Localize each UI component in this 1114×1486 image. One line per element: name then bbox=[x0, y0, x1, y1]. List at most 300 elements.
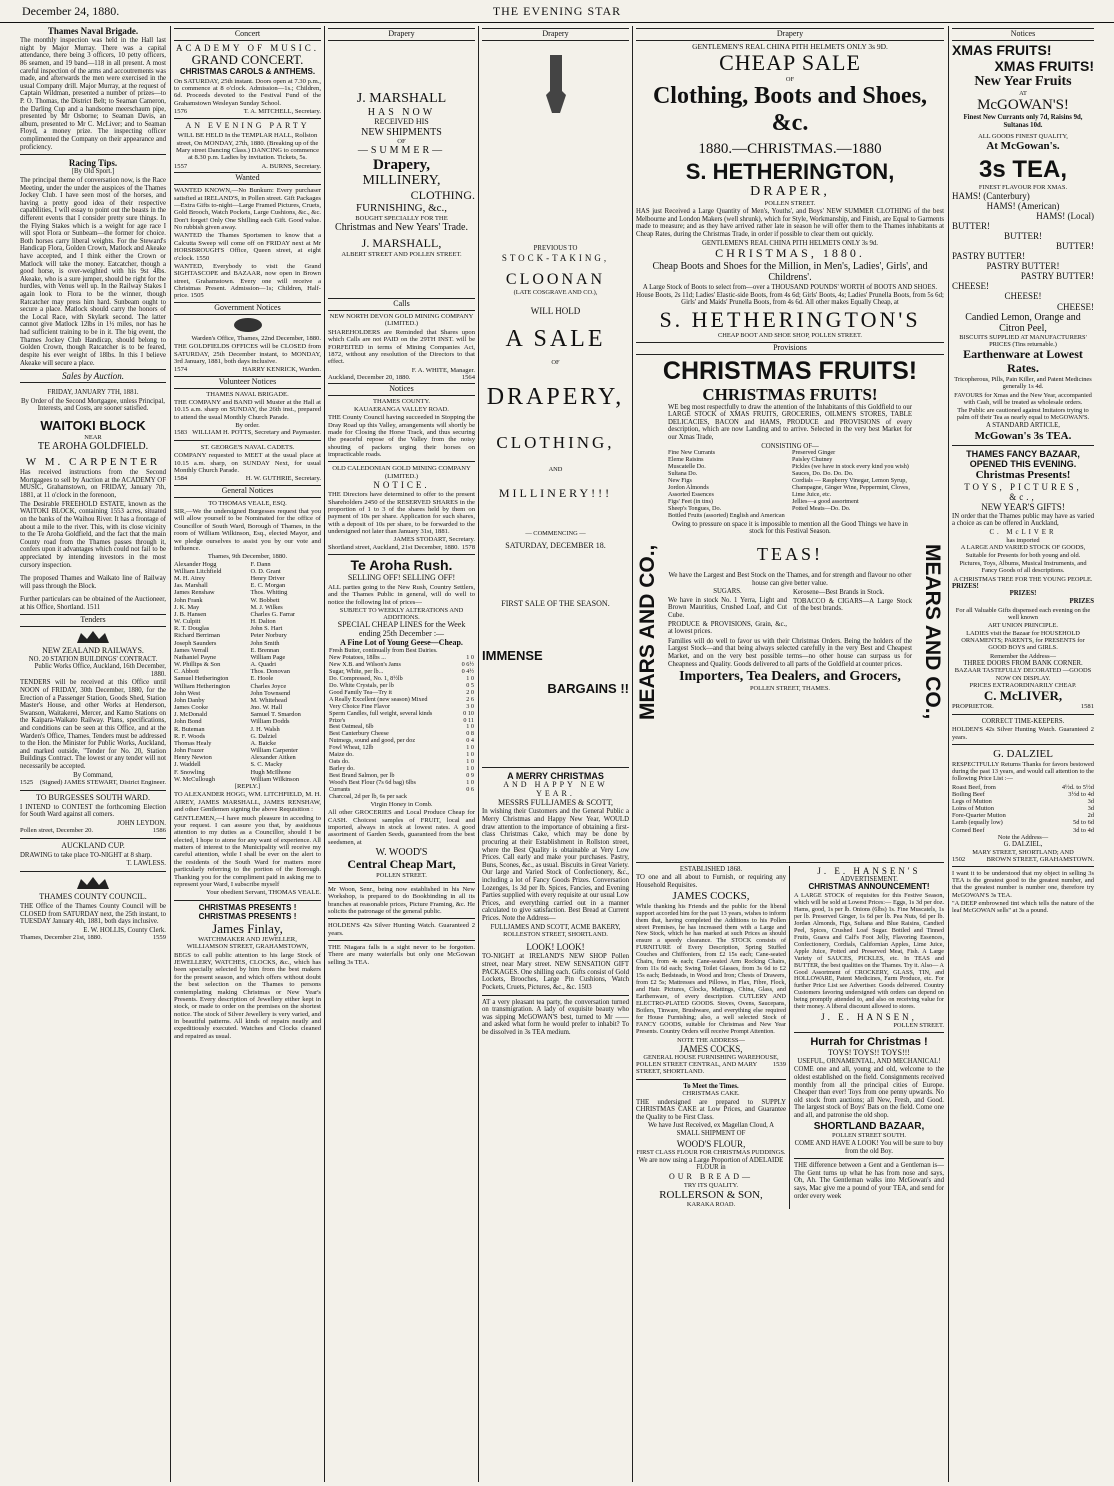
further-particulars: Further particulars can be obtained of the Auctioneer, at his Office, Shortland. 1511 bbox=[20, 596, 166, 612]
wanted-heading: Wanted bbox=[174, 172, 321, 185]
summer-label: —SUMMER— bbox=[357, 145, 446, 157]
reply-body: GENTLEMEN,—I have much pleasure in acceding to your request. I can assure you that, by assiduous attention to my duties as a Councillor, should I be elected, I hope to atone for any want of experience. All matters of interest to the Municipality will receive my careful attention, while I shall be ever on the alert to the residents of the South Ward for matters more particularly referring to the portion of the Borough. Thanking you for the compliment paid in asking me to represent your Ward, I subscribe myself bbox=[174, 814, 321, 888]
rush-body: ALL parties going to the New Rush, Country Settlers, and the Thames Public in general, will do well to notice the following list of prices— bbox=[328, 583, 475, 606]
has-now: HAS NOW bbox=[367, 106, 436, 118]
wanted-notice-1: WANTED KNOWN,—No Bunkum: Every purchaser satisfied at IRELAND'S, in Pollen street. Gift Packages—Extra Gifts to-night—Large Framed Pictures, Cruets, Gold Brooch, Watch Pockets, Large Cushions, &c., &c. Don't forget! Only One Shilling each Gift. Good value. No rubbish given away. bbox=[174, 187, 321, 232]
caledonian-title: OLD CALEDONIAN GOLD MINING COMPANY (LIMITED.) bbox=[332, 465, 471, 480]
auction-order: By Order of the Second Mortgagee, unless Principal, Interests, and Costs, are sooner satisfied. bbox=[20, 397, 166, 413]
crown-emblem-icon bbox=[73, 629, 113, 645]
drapery-sale: DRAPERY, bbox=[486, 383, 625, 410]
bottom-adverts bbox=[636, 866, 944, 1209]
large-stock: A LARGE AND VARIED STOCK OF GOODS, bbox=[960, 543, 1086, 551]
signatory-name: M. Whitehead bbox=[250, 696, 287, 704]
signatory-name: Henry Driver bbox=[250, 575, 285, 583]
county-council-body: THE Office of the Thames County Council will be CLOSED from SATURDAY next, the 25th instant, to TUESDAY January 4th, 1881, both days inclusive. bbox=[20, 902, 166, 926]
hansen-body: A LARGE STOCK of requisites for this Festive Season, which will be sold at Lowest Prices:— Eggs, 1s 3d per doz. Hams, good, 1s per lb. Onions (6lbs) 1s. Fine Muscatels, 1s per lb. Preserved Ginger, 1s 6d per lb. Pea Nuts, 6d per lb. Jordan Almonds, Figs, Sultana and Blue Raisins, Candied Peel, Spices, Crushed Loaf Sugar. Bottled and Tinned Fruits, Guava and Calf's Foot Jelly, Flavoring Essences, Confectionery, Cordials, Californian Apples, Lime Juice, Apple Juice, Potted and Preserved Meat, Fish. A Large Variety of SAUCES, PICKLES, etc. In TEAS and BUTTER, the best qualities on the Thames. Try it. Also— A Good Assortment of CROCKERY, GLASS, TIN, and HOLLOWARE, Patent Medicines, Farm Produce, etc. For further Price List see Advertiser. Goods delivered. Country Customers favoring undersigned with orders can depend on being promptly attended to, and also on receiving value for their money. A liberal discount allowed to stores. bbox=[794, 892, 944, 1011]
signatory-name: Nathaniel Payne bbox=[174, 653, 217, 661]
finlay-body: BEGS to call public attention to his large Stock of JEWELLERY, WATCHES, CLOCKS, &c., which has been specially selected by him from the best makers for the present season, and which offers without doubt the best selection on the Thames to persons contemplating making Christmas or New Year's Presents. Every description of Jewellery either kept in stock, or made to order on the premises on the shortest notice. The stock of Silver Jewellery is very varied, and in beautiful patterns. All kinds of repairs neatly and expeditiously executed. Watches and Clocks cleaned and repaired as usual. bbox=[174, 951, 321, 1040]
fruit-item: New Figs bbox=[668, 477, 692, 484]
price-row bbox=[328, 711, 475, 718]
nz-railways-title: NEW ZEALAND RAILWAYS. bbox=[42, 645, 144, 655]
signatory-name: Henry Newton bbox=[174, 754, 212, 762]
stodart-signature: JAMES STODART, Secretary. bbox=[393, 536, 475, 544]
leydon-date: Pollen street, December 20. 1586 bbox=[20, 827, 166, 835]
north-devon-title: NEW NORTH DEVON GOLD MINING COMPANY (LIMITED.) bbox=[329, 313, 474, 328]
come-look: COME AND HAVE A LOOK! You will be sure to buy from the old Boy. bbox=[794, 1139, 944, 1155]
column-rule bbox=[478, 26, 479, 1482]
christmas-announcement: CHRISTMAS ANNOUNCEMENT! bbox=[808, 882, 930, 892]
price-value: 0 9 bbox=[466, 772, 474, 780]
mcgowans-title: McGOWAN'S! bbox=[977, 97, 1069, 114]
cocks-name: JAMES COCKS, bbox=[672, 890, 750, 903]
fruit-lists bbox=[668, 450, 912, 519]
naval-brigade-heading: Thames Naval Brigade. bbox=[47, 26, 139, 36]
millinery-label: MILLINERY, bbox=[362, 173, 441, 189]
fruit-list-right bbox=[792, 450, 912, 519]
mcliver-name: C. McLIVER bbox=[989, 529, 1057, 537]
signatory-name: F. Snowling bbox=[174, 768, 205, 776]
price-value: 3 0 bbox=[466, 702, 474, 710]
boots-body: A Large Stock of Boots to select from—over a THOUSAND POUNDS' WORTH of BOOTS AND SHOES. House Boots, 2s 11d; Ladies' Elastic-side Boots, from 4s 6d; Girls' Boots, 4s; Ladies' Prunella Boots, from 5s 6d; Girls' and Maids' Prunella Boots, from 4s 6d. All other makes Equally Cheap, at bbox=[636, 284, 944, 307]
cocks-intro: TO one and all about to Furnish, or requiring any Household Requisites. bbox=[636, 874, 786, 889]
price-value: 1 0 bbox=[466, 765, 474, 773]
price-item: Best Brand Salmon, per lb bbox=[329, 772, 395, 780]
standard-article: A STANDARD ARTICLE, bbox=[985, 422, 1060, 430]
signatory-name: Jno. W. Hall bbox=[250, 704, 283, 712]
signatory-name: Thos. Whiting bbox=[250, 589, 288, 597]
new-shipments: NEW SHIPMENTS bbox=[361, 126, 442, 138]
hansen-adv: ADVERTISEMENT. bbox=[840, 875, 898, 883]
reply-close: Your obedient Servant, THOMAS VEALE. bbox=[206, 889, 321, 897]
fruit-item: Assorted Essences bbox=[668, 490, 714, 498]
of-label-5: OF bbox=[785, 75, 795, 83]
meat-price-row: Loins of Mutton 3d bbox=[952, 805, 1094, 813]
evening-party-body: WILL BE HELD In the TEMPLAR HALL, Rollston street, On MONDAY, 27th, 1880. (Breaking up of the Mary street Dancing Class.) DANCING to commence at 8.30 p.m. Ladies by invitation. Tickets, 5s. bbox=[175, 132, 319, 162]
meat-price-row: Legs of Mutton 3d bbox=[952, 797, 1094, 805]
column-2 bbox=[174, 26, 321, 1482]
dalziel-name-2: G. DALZIEL, bbox=[1003, 840, 1043, 848]
niagara-notice: THE Niagara falls is a sight never to be forgotten. There are many waterfalls but only one McGowan selling 3s TEA. bbox=[328, 944, 475, 966]
established: ESTABLISHED 1868. bbox=[679, 865, 743, 873]
fruit-item: Bottled Fruits (assorted) English and American bbox=[668, 511, 785, 519]
fruit-item: Sultana Do. bbox=[668, 470, 698, 478]
has-imported: has imported bbox=[1006, 536, 1040, 544]
drapery-heading: Drapery bbox=[328, 28, 475, 41]
cheap-sale-title: CHEAP SALE bbox=[719, 50, 861, 76]
cheese-1: CHEESE! bbox=[952, 281, 989, 292]
gent-notice: THE difference between a Gent and a Gentleman is—The Gent turns up what he has from nose and says, Oh, Ah. The Gentleman walks into McGowan's and says, Mac give me a pound of your TEA, and send for order every week bbox=[794, 1162, 944, 1200]
dalziel-address: MARY STREET, SHORTLAND; AND bbox=[972, 848, 1074, 856]
kauaeranga-body: THE County Council having succeeded in Stopping the Dray Road up this Valley, arrangements will shortly be made for Closing the Horse Track, and thus securing the peaceful repose of the Valley from the noisy shouting of packers urging their horses on impracticable roads. bbox=[328, 414, 475, 459]
signatory-name: Joseph Saunders bbox=[174, 639, 217, 647]
signatory-name: A. Quadri bbox=[250, 661, 277, 669]
cocks-address: POLLEN STREET CENTRAL, AND MARY STREET, SHORTLAND. 1539 bbox=[636, 1060, 786, 1076]
station-contract-title: NO. 20 STATION BUILDINGS' CONTRACT. bbox=[28, 655, 158, 663]
signatory-name: R. Buteman bbox=[174, 725, 205, 733]
signatory-name: J. H. Walsh bbox=[250, 725, 280, 733]
saturday-date: SATURDAY, DECEMBER 18. bbox=[505, 540, 606, 550]
earthenware: Earthenware at Lowest Rates. bbox=[963, 347, 1083, 375]
look-look: LOOK! LOOK! bbox=[526, 942, 585, 953]
signatory-name: R. T. Douglas bbox=[174, 625, 210, 633]
finlay-name: James Finlay, bbox=[212, 920, 283, 936]
butter-2: BUTTER! bbox=[1004, 231, 1042, 241]
goldfields-offices-notice: THE GOLDFIELDS OFFICES will be CLOSED from SATURDAY, 25th December instant, to MONDAY, 3rd January, 1881, both days inclusive. bbox=[174, 343, 321, 365]
signatory-name: J. Waddell bbox=[174, 761, 201, 769]
calls-heading: Calls bbox=[328, 298, 475, 311]
helmets-line: GENTLEMEN'S REAL CHINA PITH HELMETS ONLY 3s 9D. bbox=[692, 41, 888, 51]
bargains: BARGAINS !! bbox=[547, 680, 629, 696]
signatory-name: John Frank bbox=[174, 596, 203, 604]
butter-3: BUTTER! bbox=[1056, 241, 1094, 252]
fruit-list-left bbox=[668, 450, 788, 519]
price-item: Wood's Best Flour (7s 6d bag) 6lbs bbox=[329, 778, 416, 786]
cloonan-name: CLOONAN bbox=[505, 270, 606, 288]
hollis-signature: E. W. HOLLIS, County Clerk. bbox=[83, 926, 166, 934]
mcliver-name-2: C. McLIVER, bbox=[983, 687, 1063, 703]
deep-tint-notice: "A DEEP embrowned tint which tells the nature of the leaf McGOWAN sells" at 3s a pound. bbox=[952, 899, 1094, 914]
concert-heading: Concert bbox=[174, 28, 321, 41]
provisions-heading: Provisions bbox=[636, 342, 944, 355]
signatory-name: Charles G. Farrar bbox=[250, 610, 296, 618]
council-date: Thames, December 21st, 1880. 1559 bbox=[20, 934, 166, 942]
volunteer-notices-heading: Volunteer Notices bbox=[174, 376, 321, 389]
signatory-name: G. Dalziel bbox=[250, 732, 277, 740]
order-body: IN order that the Thames public may have as varied a choice as can be offered in Auckland, bbox=[952, 512, 1094, 528]
fruit-item: Sheep's Tongues, Do. bbox=[668, 504, 722, 512]
new-year-fruits: New Year Fruits bbox=[974, 74, 1072, 90]
hansen-title: J. E. HANSEN'S bbox=[817, 865, 921, 876]
price-item: Charcoal, 2d per lb, 6s per sack bbox=[329, 792, 408, 800]
teas-body: We have the Largest and Best Stock on the Thames, and for strength and flavour no other house can give better value. bbox=[668, 572, 912, 587]
signatory-name: E. C. Morgan bbox=[250, 582, 286, 590]
valuable-gifts: For all Valuable Gifts dispensed each evening on the well known bbox=[955, 606, 1091, 621]
price-item: Fresh Butter, continually from Best Dairies. bbox=[329, 647, 438, 655]
price-value: 0 6 bbox=[466, 785, 474, 793]
sugars-block bbox=[668, 588, 912, 637]
public-works-office: Public Works Office, Auckland, 16th December, 1880. bbox=[34, 663, 166, 678]
fancy-bazaar: THAMES FANCY BAZAAR, OPENED THIS EVENING. bbox=[966, 449, 1080, 470]
christmas-cake: CHRISTMAS CAKE. bbox=[682, 1090, 740, 1098]
signatory-name: John Bond bbox=[174, 718, 202, 726]
our-bread: OUR BREAD— bbox=[668, 1172, 753, 1182]
price-item: Sperm Candles, full weight, several kinds bbox=[329, 709, 433, 717]
signatory-name: C. Abbott bbox=[174, 668, 199, 676]
price-item: Maize do. bbox=[329, 751, 354, 759]
price-item: Sugar, White, per lb... bbox=[329, 667, 384, 675]
useful-title: USEFUL, ORNAMENTAL, AND MECHANICAL! bbox=[797, 1057, 941, 1065]
correct-time: CORRECT TIME-KEEPERS. bbox=[981, 717, 1065, 725]
a-sale: A SALE bbox=[505, 325, 606, 352]
signatory-name: F. Dann bbox=[250, 560, 271, 568]
price-item: Currants bbox=[329, 785, 351, 793]
signatory-name: Thos. Donovan bbox=[250, 668, 290, 676]
price-item: Do. White Crystals, per lb bbox=[329, 681, 394, 689]
price-row bbox=[328, 794, 475, 801]
prizes-2: PRIZES! bbox=[1009, 590, 1037, 598]
special-lines: SPECIAL CHEAP LINES for the Week ending 25th December :— bbox=[337, 620, 466, 639]
cocks-body: While thanking his Friends and the public for the liberal support accorded him for the past 13 years, wishes to inform them that, having completed the Additions to his Pollen street Premises, he has increased them with a Large and New Stock, which he has marked at such Prices as should ensure a speedy clearance. The STOCK consists of FURNITURE of Every Description, Spring Stuffed Couches and Chiffoniers, from £2 15s each; Cane-seated Chairs, from 4s each; Cane-seated Arm Rocking Chairs, from 11s 6d each; Swing Toilet Glasses, from 3s 6d to £2 15s each; Bedsteads, in Wood and Iron; Chests of Drawers, from £2 5s; Mattresses and Pillows, in Flax, Fibre, Flock, and Hair. Pictures, Clocks, Mattings, China, Glass, and Earthenware, of every description. CUTLERY AND ELECTRO-PLATED GOODS. Stoves, Ovens, Saucepans, Boilers, Tinware, Brushware, and everything else required for House Furnishing; also, a well selected Stock of FANCY GOODS, suitable for Christmas and New Year Presents. Country Orders will receive Prompt Attention. bbox=[636, 902, 787, 1035]
christmas-fruits-title-2: CHRISTMAS FRUITS! bbox=[702, 384, 878, 404]
column-1 bbox=[20, 26, 166, 1482]
price-value: 2 6 bbox=[466, 695, 474, 703]
price-item: New X.B. and Wilson's Jams bbox=[329, 661, 401, 669]
signatories-list bbox=[174, 561, 321, 783]
clothing-label: CLOTHING. bbox=[410, 187, 475, 202]
meat-price-row: Corned Beef 3d to 4d bbox=[952, 826, 1094, 834]
signatory-name: S. C. Macky bbox=[250, 761, 283, 769]
meat-price-list bbox=[952, 784, 1094, 834]
first-class-flour: FIRST CLASS FLOUR FOR CHRISTMAS PUDDINGS. bbox=[636, 1148, 786, 1156]
price-value: 0 10 bbox=[463, 709, 474, 717]
meat-price-row: Boiling Beef 3½d to 4d bbox=[952, 790, 1094, 798]
price-value: 1 0 bbox=[466, 723, 474, 731]
carpenter-instructions: Has received instructions from the Second Mortgagees to sell by Auction at the ACADEMY OF MUSIC, Grahamstown, on FRIDAY, January 7th, 1881, at 11 o'clock in the forenoon, bbox=[20, 469, 166, 500]
signatory-name: Peter Norbury bbox=[250, 632, 287, 640]
tricopherous: Tricopherous, Pills, Pain Killer, and Patent Medicines generally 1s 4d. bbox=[954, 376, 1092, 391]
adelaide-body: We are now using a Large Proportion of ADELAIDE FLOUR in bbox=[638, 1156, 784, 1172]
previous-to: PREVIOUS TO bbox=[533, 244, 578, 252]
auckland-cup-heading: AUCKLAND CUP. bbox=[61, 840, 125, 850]
waitoki-block-title: WAITOKI BLOCK bbox=[40, 418, 146, 434]
column-rule bbox=[948, 26, 949, 1482]
christmas-tree: A CHRISTMAS TREE FOR THE YOUNG PEOPLE. bbox=[953, 575, 1093, 583]
fruit-item: Muscatelle Do. bbox=[668, 463, 706, 471]
column-6 bbox=[952, 26, 1094, 1482]
woon-notice: Mr Woon, Senr., being now established in his New Workshop, is prepared to do Bookbinding in all its branches at reasonable prices, Picture Framing, &c. He solicits the patronage of the general public. bbox=[328, 885, 475, 915]
candied-peel: Candied Lemon, Orange and Citron Peel, bbox=[965, 311, 1081, 334]
hams-canterbury: HAMS! (Canterbury) bbox=[952, 190, 1030, 201]
reply-address: TO ALEXANDER HOGG, WM. LITCHFIELD, M. H. AIREY, JAMES MARSHALL, JAMES RENSHAW, and other Gentlemen signing the above Requisition : bbox=[174, 791, 321, 814]
cocks-name-2: JAMES COCKS, bbox=[679, 1043, 743, 1054]
price-item: Barley do. bbox=[329, 765, 355, 773]
te-aroha-title: TE AROHA GOLDFIELD. bbox=[37, 440, 149, 452]
price-value: 1 0 bbox=[466, 654, 474, 662]
pastry-butter-3: PASTRY BUTTER! bbox=[1020, 271, 1094, 282]
received-his: RECEIVED HIS bbox=[374, 116, 429, 126]
price-value: 0 4 bbox=[466, 737, 474, 745]
hams-local: HAMS! (Local) bbox=[1036, 210, 1094, 221]
notice-label: NOTICE. bbox=[373, 480, 430, 491]
wanted-notice-3: WANTED, Everybody to visit the Grand SIGHTASCOPE and BAZAAR, now open in Brown street, Grahamstown. Every one will receive a Christmas Present. Admission—1s; Children, Half-price. 1505 bbox=[174, 262, 321, 300]
tea-party-notice: AT a very pleasant tea party, the conversation turned on transmigration. A lady of exquisite beauty who was sipping McGOWAN'S best, turned to Mr —— and asked what form he would prefer to inhabit? To be dissolved in 3s TEA medium. bbox=[482, 998, 629, 1036]
racing-byline: [By Old Sport.] bbox=[71, 168, 115, 176]
of-label: OF bbox=[397, 137, 406, 145]
favours: FAVOURS for Xmas and the New Year, accompanied with Cash, will be treated as wholesale orders. bbox=[954, 391, 1092, 406]
signatory-name: William Carpenter bbox=[250, 747, 298, 755]
irelands-notice: TO-NIGHT at IRELAND'S NEW SHOP Pollen street, near Mary street. NEW SENSATION GIFT PACKAGES. One shilling each. Gifts consist of Gold Lockets, Brooches, Large Pin Cushions, Watch Pockets, Cruets, Pictures, &c., &c. 1503 bbox=[482, 953, 629, 991]
ladies-visit: LADIES visit the Bazaar for HOUSEHOLD ORNAMENTS; PARENTS, for PRESENTS for GOOD BOYS and GIRLS. bbox=[961, 630, 1085, 652]
carpenter-name: W M. CARPENTER bbox=[25, 455, 161, 468]
dalziel-address-2: 1502 BROWN STREET, GRAHAMSTOWN. bbox=[952, 855, 1094, 863]
burgesses-body: I INTEND to CONTEST the forthcoming Election for South Ward against all comers. bbox=[20, 803, 166, 819]
three-doors: THREE DOORS FROM BANK CORNER. bbox=[963, 659, 1083, 667]
marshall-address: ALBERT STREET AND POLLEN STREET. bbox=[341, 250, 462, 258]
geese-title: A Fine Lot of Young Geese—Cheap. bbox=[340, 638, 463, 648]
fruit-item: Jellies—a good assortment bbox=[792, 497, 859, 505]
racing-tips-heading: Racing Tips. bbox=[68, 158, 118, 169]
cloonan-late: (LATE COSGRAVE AND CO.), bbox=[513, 288, 598, 296]
naval-brigade-notice: THE COMPANY and BAND will Muster at the Hall at 10.15 a.m. sharp on SUNDAY, the 26th inst., prepared to attend the usual Monthly Church Parade. bbox=[174, 398, 321, 421]
christmas-trade: Christmas and New Years' Trade. bbox=[335, 222, 468, 234]
white-signature: F. A. WHITE, Manager. bbox=[411, 366, 475, 374]
fulljames-address: FULLJAMES AND SCOTT, ACME BAKERY, bbox=[490, 923, 621, 931]
hansen-name-2: J. E. HANSEN, bbox=[821, 1012, 917, 1023]
meet-times: To Meet the Times. bbox=[683, 1082, 739, 1090]
fruit-item: Jordon Almonds bbox=[668, 483, 709, 491]
price-row bbox=[328, 752, 475, 759]
lawless-signature: T. LAWLESS. bbox=[126, 860, 166, 868]
signatory-name: Jas. Marshall bbox=[174, 582, 208, 590]
selling-off: SELLING OFF! SELLING OFF! bbox=[347, 572, 456, 582]
drapery-heading-4: Drapery bbox=[482, 28, 629, 41]
county-council-heading: THAMES COUNTY COUNCIL. bbox=[39, 891, 147, 901]
signatory-name: E. Brennan bbox=[250, 646, 280, 654]
cocks-warehouse: GENERAL HOUSE FURNISHING WAREHOUSE, bbox=[643, 1053, 779, 1061]
price-item: Nutmegs, sound and good, per doz bbox=[329, 737, 416, 745]
fruit-item: Fine New Currants bbox=[668, 449, 716, 457]
cocks-note: NOTE THE ADDRESS— bbox=[677, 1036, 745, 1044]
pastry-butter-2: PASTRY BUTTER! bbox=[986, 261, 1060, 272]
price-value: 1 0 bbox=[466, 744, 474, 752]
hetherington-name: S. HETHERINGTON, bbox=[685, 158, 895, 184]
meat-price-row: Lamb (equally low) 5d to 6d bbox=[952, 819, 1094, 827]
signatory-name: J. K. May bbox=[174, 603, 200, 611]
veale-date: Thames, 9th December, 1880. bbox=[207, 553, 288, 561]
of-label-4: OF bbox=[551, 358, 560, 366]
mears-vertical-right: MEARS AND CO., bbox=[921, 543, 944, 720]
remember-address: Remember the Address— bbox=[989, 652, 1057, 660]
issue-date: December 24, 1880. bbox=[22, 4, 120, 18]
finlay-trade: WATCHMAKER AND JEWELLER, bbox=[198, 936, 297, 944]
fruit-item: Preserved Ginger bbox=[792, 449, 836, 457]
thames-county: THAMES COUNTY. bbox=[372, 398, 431, 406]
cheese-3: CHEESE! bbox=[1057, 301, 1094, 312]
holden-notice: HOLDEN'S 42s Silver Hunting Watch. Guaranteed 2 years. bbox=[328, 922, 475, 937]
dalziel-name: G. DALZIEL bbox=[993, 747, 1053, 760]
sugars-body: We have in stock No. 1 Yerra, Light and Brown Mauritius, Crushed Loaf, and Cut Cube. bbox=[668, 596, 787, 620]
central-cheap-mart: Central Cheap Mart, bbox=[347, 857, 456, 872]
price-value: 1 0 bbox=[466, 674, 474, 682]
fruit-item: Figs' Feet (in tins) bbox=[668, 497, 713, 505]
marshall-name: J. MARSHALL bbox=[356, 90, 447, 106]
furnishing-label: FURNISHING, &c., bbox=[355, 202, 448, 215]
price-item: Oats do. bbox=[329, 758, 350, 766]
price-item: A Really Excellent (new season) Mixed bbox=[329, 695, 428, 703]
auction-date: FRIDAY, JANUARY 7TH, 1881. bbox=[47, 389, 139, 397]
marshall-name-2: J. MARSHALL, bbox=[361, 236, 442, 251]
burgesses-heading: TO BURGESSES SOUTH WARD. bbox=[36, 792, 150, 802]
signatory-name: Alexander Aitken bbox=[250, 754, 296, 762]
signatory-name: John Townsend bbox=[250, 689, 291, 697]
signatory-name: William Page bbox=[250, 653, 286, 661]
and-label: AND bbox=[548, 465, 563, 473]
tobacco-body: TOBACCO & CIGARS—A Large Stock of the best brands. bbox=[793, 597, 912, 613]
price-item: Prize's bbox=[329, 716, 346, 724]
hansen-address: POLLEN STREET. bbox=[893, 1022, 944, 1030]
fruit-item: Cordials — Raspberry Vinegar, Lemon Syrup, Champagne, Ginger Wine, Peppermint, Cloves, Lime Juice, etc. bbox=[792, 477, 910, 498]
price-value: 1 0 bbox=[466, 778, 474, 786]
pastry-butter-1: PASTRY BUTTER! bbox=[952, 251, 1026, 262]
signatory-name: William Wilkinson bbox=[250, 775, 300, 783]
signatory-name: W. McCullough bbox=[174, 775, 215, 783]
veale-address: TO THOMAS VEALE, ESQ. bbox=[208, 499, 287, 507]
price-value bbox=[458, 794, 475, 801]
prizes-1: PRIZES! bbox=[952, 582, 979, 590]
price-value: 0 8 bbox=[466, 730, 474, 738]
subject-note: SUBJECT TO WEEKLY ALTERATIONS AND ADDITIONS. bbox=[339, 606, 464, 622]
grand-concert-title: GRAND CONCERT. bbox=[191, 52, 304, 68]
extra-cheap: PRICES EXTRAORDINARILY CHEAP. bbox=[969, 681, 1077, 689]
concert-body: On SATURDAY, 25th instant. Doors open at 7.30 p.m., to commence at 8 o'clock. Admission—1s.; Children, 6d. Proceeds devoted to the Festival Fund of the Grahamstown Wesleyan Sunday School. bbox=[174, 77, 321, 107]
butter-1: BUTTER! bbox=[952, 220, 990, 231]
stocktaking: STOCK-TAKING, bbox=[501, 252, 610, 263]
by-order: By order. bbox=[235, 422, 260, 430]
signatory-name: W. Bobbett bbox=[250, 596, 280, 604]
te-aroha-rush-title: Te Aroha Rush. bbox=[350, 557, 453, 574]
dalziel-body: RESPECTFULLY Returns Thanks for favors bestowed during the past 13 years, and would call attention to the following Price List :— bbox=[952, 761, 1094, 783]
signatory-name: J. B. Hansen bbox=[174, 610, 207, 618]
helmets-line-2: GENTLEMEN'S REAL CHINA PITH HELMETS ONLY 3s 9d. bbox=[702, 239, 878, 247]
drawing-notice: DRAWING to take place TO-NIGHT at 8 sharp. bbox=[20, 851, 152, 859]
fulljames-body: In wishing their Customers and the General Public a Merry Christmas and Happy New Year, WOULD draw attention to the importance of obtaining a first-class Christmas Cake, which may be done by procuring at their Establishment in Rollston street, where the Best Quality is obtainable at Very Low Prices. Call early and make your purchases. Pastry, Buns, Scones, &c., as usual. Biscuits in Great Variety. Our large and Varied Stock of Confectionery, &c., including a lot of Fancy Goods Prizes. Conversation Lozenges, 1s 3d per lb. Spices, Fancies, and Evening Parties supplied with every requisite at our usual Low Prices, and everything carried out in a manner calculated to give satisfaction. Best Bread at Current Prices. Note the Address— bbox=[482, 808, 629, 922]
fruit-item: Potted Meats—Do. Do. bbox=[792, 504, 851, 512]
price-value: 0 5 bbox=[466, 681, 474, 689]
presents-title-2: CHRISTMAS PRESENTS ! bbox=[198, 911, 297, 921]
signatory-name: M. J. Wilkes bbox=[250, 603, 283, 611]
fulljames-address-2: ROLLESTON STREET, SHORTLAND. bbox=[503, 931, 608, 939]
mears-body-block bbox=[668, 403, 912, 693]
signatory-name: Richard Berriman bbox=[174, 632, 220, 640]
price-value: 0 4½ bbox=[461, 667, 474, 675]
price-value: 0 11 bbox=[463, 716, 474, 724]
price-value: 1 0 bbox=[466, 751, 474, 759]
signatory-name: Samuel T. Smardon bbox=[250, 711, 301, 719]
government-notices-heading: Government Notices bbox=[174, 302, 321, 315]
price-value: 2 0 bbox=[466, 688, 474, 696]
teas-title: TEAS! bbox=[757, 543, 823, 564]
veale-requisition: SIR,—We the undersigned Burgesses request that you will allow yourself to be Nominated for the office of Councillor of South Ward, Borough of Thames, in the room of William Wilkinson, Esq., elected Mayor, and we pledge ourselves to assist you by our vote and influence. bbox=[174, 508, 321, 552]
bought-label: BOUGHT SPECIALLY FOR THE bbox=[355, 214, 448, 222]
karaka-road: KARAKA ROAD. bbox=[686, 1201, 736, 1209]
xmas-fruits-1: XMAS FRUITS! bbox=[952, 41, 1052, 58]
party-signature: 1557 A. BURNS, Secretary. bbox=[174, 162, 321, 170]
woods-name: W. WOOD'S bbox=[375, 847, 428, 859]
price-item: Good Family Tea—Try it bbox=[329, 688, 392, 696]
fulljames-name: MESSRS FULLJAMES & SCOTT, bbox=[498, 797, 613, 807]
signatory-name: H. Dalton bbox=[250, 618, 276, 626]
signatory-name: James Cooke bbox=[174, 704, 208, 712]
cautioned: The Public are cautioned against Imitators trying to palm off their Tea as nearly equal to McGOWAN'S. bbox=[956, 406, 1090, 422]
at-mcgowans: At McGowan's. bbox=[986, 140, 1060, 153]
naval-brigade-article: The monthly inspection was held in the Hall last night by Major Murray. There was a capital attendance, there being 3 officers, 10 petty officers, 86 seamen, and 19 band—118 in all present. A most careful inspection of the arms and accoutrements was made, and afterwards the men were exercised in the usual Company drill. Major Murray, at the request of Captain Wildman, presented a number of prizes—to P. O. Thomas, the District Belt; to Seaman Cameron, the Darling Cup and a handsome meerschaum pipe, presented by Mr Osborne; to Seaman Davis, an album, presented to Mr C. McLiver; and to Seaman Floyd, a money prize. The inspecting officer complimented the Company on their appearance and proficiency. bbox=[20, 37, 166, 151]
pointing-hand-icon bbox=[536, 55, 576, 115]
signatory-name: Charles Joyce bbox=[250, 682, 287, 690]
signatory-name: O. D. Grant bbox=[250, 567, 281, 575]
price-item: Best Canterbury Cheese bbox=[329, 730, 389, 738]
academy-title: ACADEMY OF MUSIC. bbox=[176, 42, 319, 53]
merry-christmas: A MERRY CHRISTMAS bbox=[507, 770, 604, 781]
signatory-name: W. Phillips & Son bbox=[174, 661, 221, 669]
railway-note: The proposed Thames and Waikato line of Railway will pass through the Block. bbox=[20, 575, 166, 590]
hurrah-title: Hurrah for Christmas ! bbox=[810, 1036, 928, 1049]
mcgowans-3s-tea: McGowan's 3s TEA. bbox=[974, 429, 1072, 442]
newspaper-title: THE EVENING STAR bbox=[492, 4, 622, 18]
cheese-2: CHEESE! bbox=[1004, 291, 1042, 302]
shortland-bazaar: SHORTLAND BAZAAR, bbox=[813, 1120, 925, 1132]
tenders-heading: Tenders bbox=[20, 614, 166, 627]
tenders-body: TENDERS will be received at this Office until NOON of FRIDAY, 30th December, 1880, for the Erection of a Passenger Station, Goods Shed, Station Master's House, and other Works at Henderson, Swanson, Waitakerei, Mercer, and Kamo Stations on the Kaipara-Waikato Railway. Plans, specifications, and conditions can be seen at this Office, and at the Warden's Office, Thames. Tenders must be addressed to the Hon. the Minister for Public Works, Auckland, and marked outside, "Tender for No. 20, Station Buildings Contract. The lowest or any tender will not necessarily be accepted. bbox=[20, 679, 166, 771]
